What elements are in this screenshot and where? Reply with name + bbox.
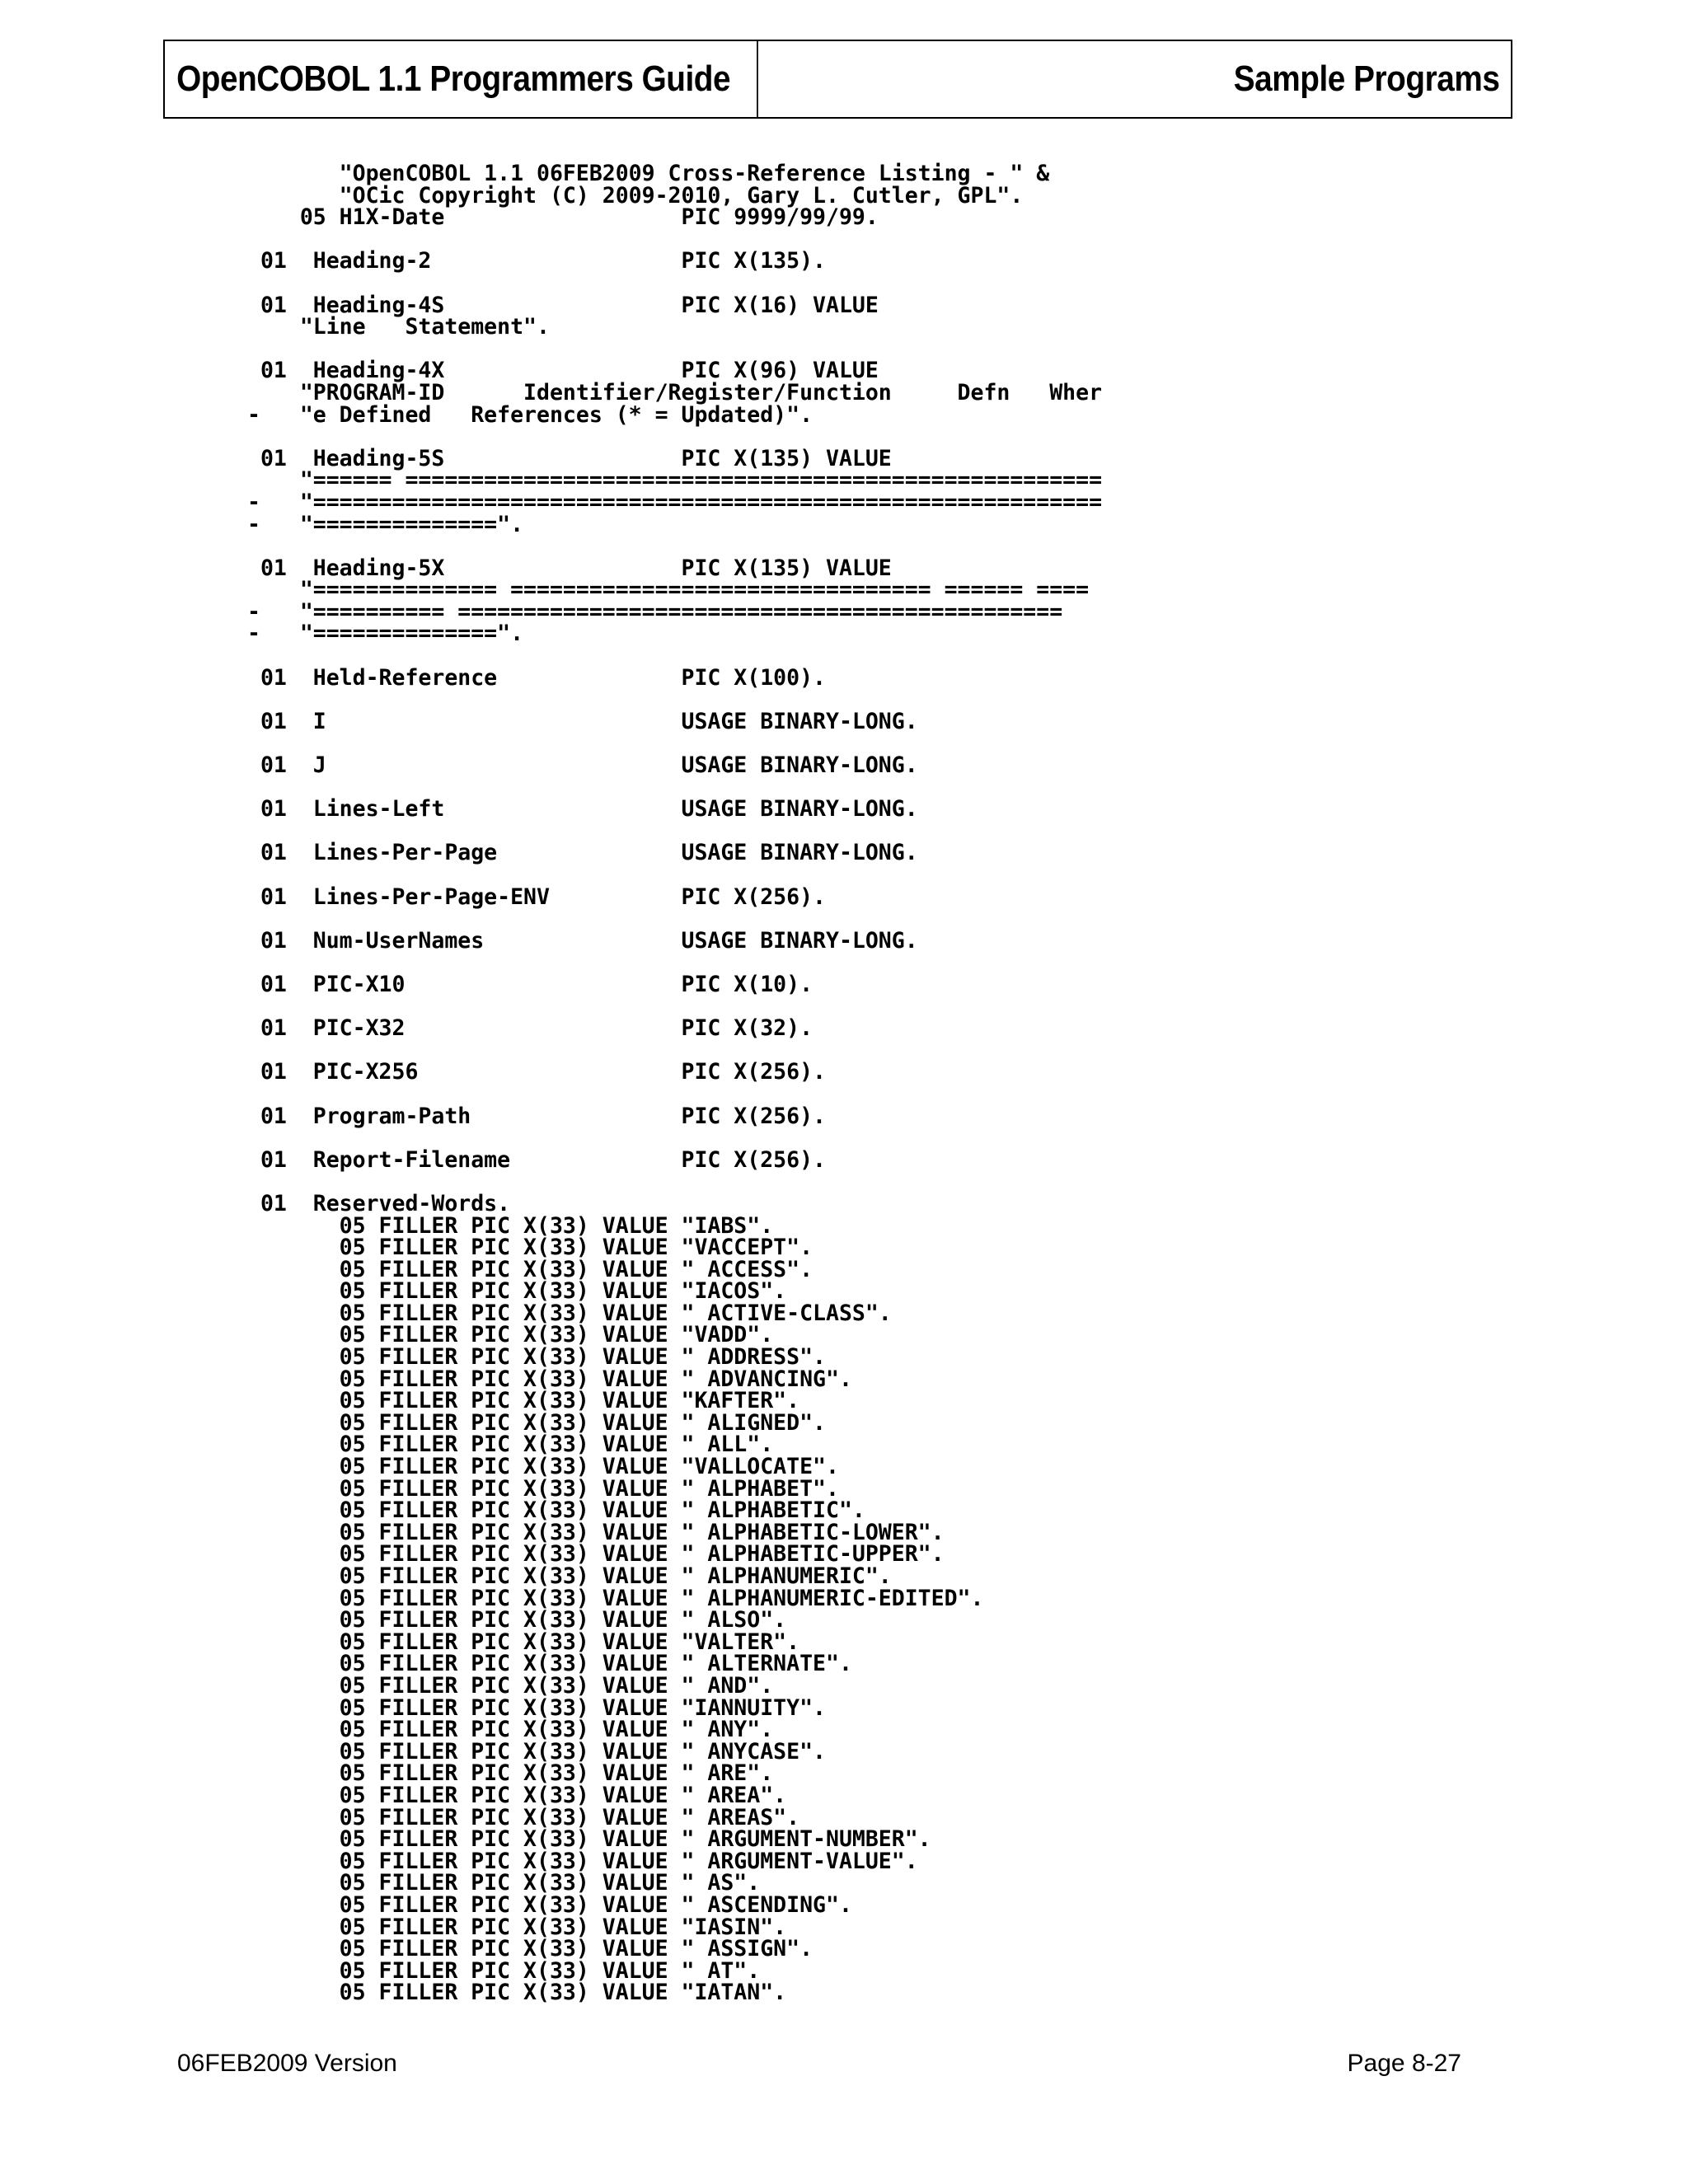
code-line: 05 FILLER PIC X(33) VALUE " ACTIVE-CLASS".: [247, 1300, 892, 1326]
blank-line: [247, 908, 1102, 930]
code-line: 01 I USAGE BINARY-LONG.: [247, 708, 918, 734]
code-line: 05 FILLER PIC X(33) VALUE " ASCENDING".: [247, 1891, 852, 1918]
footer-page-number: Page 8-27: [1347, 2050, 1461, 2077]
code-line: "OpenCOBOL 1.1 06FEB2009 Cross-Reference Listing - " &: [247, 161, 1050, 186]
code-line: 05 FILLER PIC X(33) VALUE " ACCESS".: [247, 1256, 814, 1282]
blank-line: [247, 777, 1102, 799]
code-line: "PROGRAM-ID Identifier/Register/Function Defn Wher: [247, 379, 1103, 405]
code-line: 05 FILLER PIC X(33) VALUE "IABS".: [247, 1212, 774, 1239]
code-line: 05 FILLER PIC X(33) VALUE "IATAN".: [247, 1980, 787, 2006]
code-line: "============== ================================ ====== ====: [247, 577, 1090, 603]
blank-line: [247, 1127, 1102, 1150]
code-line: 05 FILLER PIC X(33) VALUE " ALPHABETIC-LOWER".: [247, 1519, 945, 1545]
blank-line: [247, 996, 1102, 1019]
code-line: 05 FILLER PIC X(33) VALUE " ALPHABETIC".: [247, 1497, 865, 1524]
code-line: 01 PIC-X32 PIC X(32).: [247, 1015, 814, 1042]
blank-line: [247, 689, 1102, 711]
code-line: 01 Held-Reference PIC X(100).: [247, 664, 826, 691]
code-line: 05 FILLER PIC X(33) VALUE "VALTER".: [247, 1629, 800, 1655]
code-line: - "==============".: [247, 511, 524, 537]
code-line: 05 FILLER PIC X(33) VALUE " ADDRESS".: [247, 1344, 826, 1371]
code-line: 05 FILLER PIC X(33) VALUE "IASIN".: [247, 1914, 787, 1940]
blank-line: [247, 1171, 1102, 1193]
code-line: 01 Lines-Per-Page USAGE BINARY-LONG.: [247, 840, 918, 866]
code-line: 05 FILLER PIC X(33) VALUE " ALPHANUMERIC-EDITED".: [247, 1585, 984, 1611]
code-line: 01 Program-Path PIC X(256).: [247, 1103, 826, 1129]
code-line: 05 FILLER PIC X(33) VALUE " ANYCASE".: [247, 1738, 826, 1765]
code-line: 05 FILLER PIC X(33) VALUE " AND".: [247, 1672, 774, 1699]
code-line: 05 FILLER PIC X(33) VALUE " ALPHABETIC-UPPER".: [247, 1541, 945, 1568]
code-listing: [247, 163, 1102, 2004]
code-line: 01 Heading-2 PIC X(135).: [247, 248, 826, 274]
code-line: 01 Heading-5X PIC X(135) VALUE: [247, 555, 892, 581]
code-line: 05 FILLER PIC X(33) VALUE " ADVANCING".: [247, 1366, 852, 1392]
footer-version: 06FEB2009 Version: [177, 2050, 397, 2077]
code-line: 01 Lines-Left USAGE BINARY-LONG.: [247, 796, 918, 823]
code-line: 05 FILLER PIC X(33) VALUE "IANNUITY".: [247, 1694, 826, 1721]
blank-line: [247, 1040, 1102, 1062]
code-line: 05 FILLER PIC X(33) VALUE " ALPHABET".: [247, 1475, 839, 1502]
code-line: 05 FILLER PIC X(33) VALUE " ARGUMENT-VALUE".: [247, 1848, 918, 1874]
blank-line: [247, 645, 1102, 668]
blank-line: [247, 821, 1102, 843]
code-line: 05 FILLER PIC X(33) VALUE "IACOS".: [247, 1278, 787, 1305]
code-line: 05 FILLER PIC X(33) VALUE "VACCEPT".: [247, 1235, 814, 1261]
code-line: 05 FILLER PIC X(33) VALUE "VALLOCATE".: [247, 1454, 839, 1480]
code-line: 01 PIC-X256 PIC X(256).: [247, 1059, 826, 1085]
code-line: 01 J USAGE BINARY-LONG.: [247, 752, 918, 779]
code-line: 01 Reserved-Words.: [247, 1190, 511, 1216]
blank-line: [247, 733, 1102, 755]
code-line: 05 FILLER PIC X(33) VALUE " ARGUMENT-NUMBER".: [247, 1826, 931, 1853]
blank-line: [247, 865, 1102, 887]
blank-line: [247, 536, 1102, 558]
code-line: 05 H1X-Date PIC 9999/99/99.: [247, 204, 879, 231]
code-line: 05 FILLER PIC X(33) VALUE " ALSO".: [247, 1607, 787, 1633]
code-line: 01 PIC-X10 PIC X(10).: [247, 971, 814, 997]
code-line: 05 FILLER PIC X(33) VALUE " ALPHANUMERIC".: [247, 1563, 892, 1589]
code-line: "OCic Copyright (C) 2009-2010, Gary L. Cutler, GPL".: [247, 182, 1024, 209]
blank-line: [247, 273, 1102, 295]
code-line: 05 FILLER PIC X(33) VALUE " AREA".: [247, 1782, 787, 1808]
code-line: 01 Heading-4X PIC X(96) VALUE: [247, 358, 879, 384]
code-line: - "============================================================: [247, 489, 1103, 515]
code-line: "Line Statement".: [247, 314, 550, 340]
code-line: 05 FILLER PIC X(33) VALUE "KAFTER".: [247, 1388, 800, 1414]
code-line: - "e Defined References (* = Updated)".: [247, 401, 814, 428]
blank-line: [247, 952, 1102, 974]
code-line: 05 FILLER PIC X(33) VALUE " ANY".: [247, 1717, 774, 1743]
section-title: Sample Programs: [1233, 59, 1499, 99]
code-line: 05 FILLER PIC X(33) VALUE " AREAS".: [247, 1804, 800, 1830]
code-line: - "========== ==============================================: [247, 598, 1063, 625]
code-line: 05 FILLER PIC X(33) VALUE " ARE".: [247, 1760, 774, 1787]
code-line: 01 Lines-Per-Page-ENV PIC X(256).: [247, 883, 826, 910]
code-line: 05 FILLER PIC X(33) VALUE " ASSIGN".: [247, 1936, 814, 1962]
code-line: 01 Report-Filename PIC X(256).: [247, 1146, 826, 1173]
code-line: 05 FILLER PIC X(33) VALUE " ALTERNATE".: [247, 1651, 852, 1677]
code-line: 01 Heading-5S PIC X(135) VALUE: [247, 445, 892, 471]
blank-line: [247, 426, 1102, 448]
code-line: "====== =====================================================: [247, 467, 1103, 494]
blank-line: [247, 339, 1102, 361]
code-line: 05 FILLER PIC X(33) VALUE " ALL".: [247, 1432, 774, 1458]
code-line: 01 Heading-4S PIC X(16) VALUE: [247, 292, 879, 318]
code-line: 05 FILLER PIC X(33) VALUE " AS".: [247, 1870, 761, 1896]
code-line: 05 FILLER PIC X(33) VALUE " ALIGNED".: [247, 1409, 826, 1436]
blank-line: [247, 1084, 1102, 1106]
code-line: - "==============".: [247, 621, 524, 647]
code-line: 05 FILLER PIC X(33) VALUE "VADD".: [247, 1322, 774, 1348]
document-title: OpenCOBOL 1.1 Programmers Guide: [165, 41, 757, 117]
page-header: [163, 40, 1512, 119]
blank-line: [247, 229, 1102, 251]
code-line: 05 FILLER PIC X(33) VALUE " AT".: [247, 1957, 761, 1984]
code-line: 01 Num-UserNames USAGE BINARY-LONG.: [247, 927, 918, 954]
